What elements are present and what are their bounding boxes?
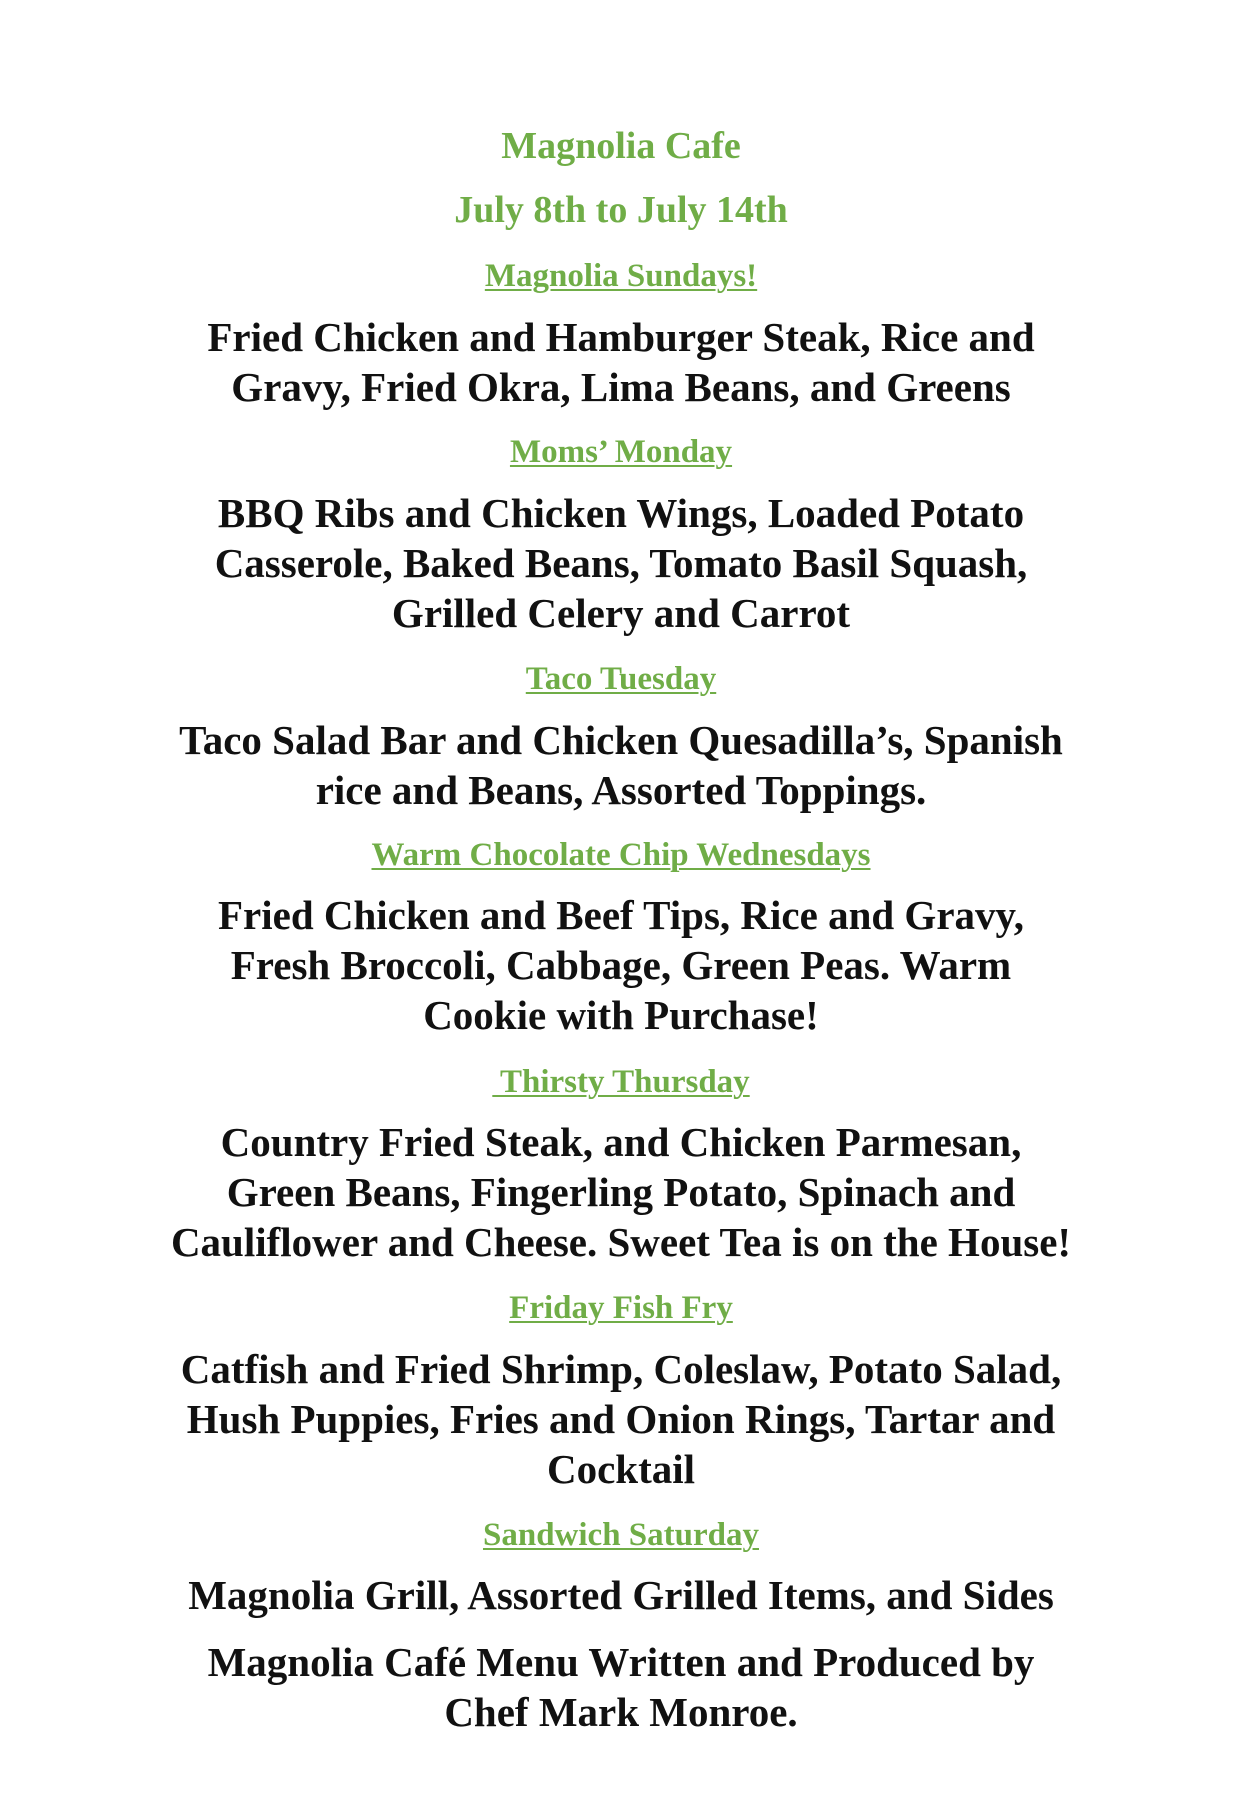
day-heading-saturday: Sandwich Saturday (482, 1517, 759, 1553)
menu-line: Fresh Broccoli, Cabbage, Green Peas. Warm (230, 942, 1012, 988)
menu-credit: Chef Mark Monroe. (444, 1689, 798, 1735)
menu-line: Country Fried Steak, and Chicken Parmesan, (220, 1119, 1022, 1165)
menu-line: BBQ Ribs and Chicken Wings, Loaded Potato (217, 490, 1025, 536)
menu-line: Cookie with Purchase! (423, 992, 819, 1038)
menu-line: Casserole, Baked Beans, Tomato Basil Squash, (214, 540, 1028, 586)
menu-line: Taco Salad Bar and Chicken Quesadilla’s, Spanish (179, 717, 1063, 763)
menu-line: Green Beans, Fingerling Potato, Spinach and (226, 1169, 1016, 1215)
day-heading-wednesday: Warm Chocolate Chip Wednesdays (371, 837, 871, 873)
menu-line: rice and Beans, Assorted Toppings. (315, 767, 927, 813)
menu-credit: Magnolia Café Menu Written and Produced by (207, 1639, 1035, 1685)
day-heading-thursday: Thirsty Thursday (492, 1064, 750, 1100)
menu-line: Catfish and Fried Shrimp, Coleslaw, Potato Salad, (180, 1346, 1062, 1392)
day-heading-friday: Friday Fish Fry (509, 1290, 733, 1326)
day-heading-sunday: Magnolia Sundays! (484, 258, 758, 294)
cafe-name: Magnolia Cafe (501, 125, 741, 167)
menu-line: Magnolia Grill, Assorted Grilled Items, and Sides (188, 1572, 1054, 1618)
day-heading-tuesday: Taco Tuesday (525, 661, 717, 697)
menu-line: Fried Chicken and Hamburger Steak, Rice and (207, 314, 1035, 360)
date-range: July 8th to July 14th (454, 189, 788, 231)
menu-line: Cauliflower and Cheese. Sweet Tea is on the House! (170, 1219, 1072, 1265)
menu-line: Hush Puppies, Fries and Onion Rings, Tartar and (186, 1396, 1056, 1442)
menu-line: Cocktail (546, 1446, 696, 1492)
menu-line: Fried Chicken and Beef Tips, Rice and Gravy, (217, 892, 1025, 938)
day-heading-monday: Moms’ Monday (509, 434, 733, 470)
menu-line: Gravy, Fried Okra, Lima Beans, and Greens (231, 364, 1011, 410)
menu-line: Grilled Celery and Carrot (391, 590, 851, 636)
